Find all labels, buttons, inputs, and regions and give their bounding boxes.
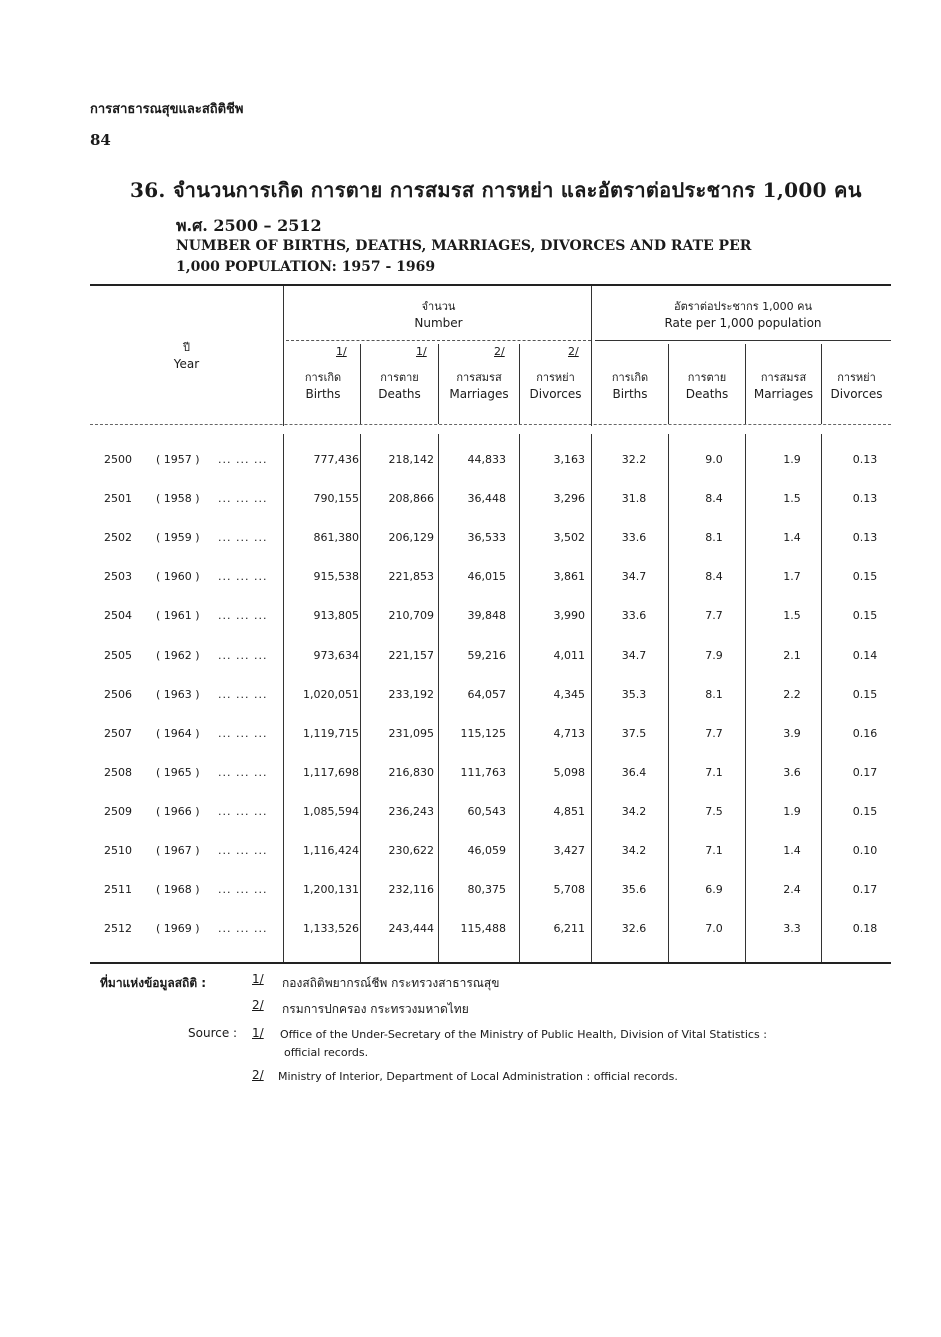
births-cell: 915,538: [313, 570, 359, 584]
year-be-cell: 2500: [104, 453, 132, 466]
rate-marriages-cell: 2.1: [783, 648, 801, 662]
births-cell: 1,117,698: [303, 765, 359, 779]
divorces-cell: 4,345: [553, 687, 585, 701]
leader-dots: ... ... ...: [218, 844, 268, 857]
leader-dots: ... ... ...: [218, 492, 268, 506]
year-header-english: Year: [173, 357, 200, 371]
leader-dots: ... ... ...: [218, 883, 268, 897]
leader-dots: ... ... ...: [218, 648, 268, 662]
rate-group-rule: [595, 340, 891, 341]
marriages-cell: 60,543: [467, 804, 506, 818]
rate-divorces-cell: 0.13: [852, 531, 878, 545]
rate-births-cell: 31.8: [621, 492, 647, 506]
leader-dots: ... ... ...: [218, 922, 268, 936]
table-row: [90, 764, 891, 784]
rate-births-cell: 33.6: [621, 531, 647, 545]
year-be-cell: 2503: [104, 570, 132, 584]
rate-divorces-cell: 0.15: [852, 609, 878, 623]
rate-births-cell: 32.6: [621, 922, 647, 936]
leader-dots: ... ... ...: [218, 609, 268, 623]
rate-marriages-cell: 1.4: [783, 844, 801, 857]
year-ce-cell: ( 1959 ): [156, 531, 200, 545]
rate-deaths-cell: 7.1: [705, 765, 723, 779]
table-row: [90, 529, 891, 549]
deaths-cell: 206,129: [388, 531, 434, 545]
year-ce-cell: ( 1967 ): [156, 844, 200, 857]
rate-marriages-cell: 1.9: [783, 453, 801, 466]
col-marriages-english: Marriages: [449, 387, 509, 401]
rate-births-cell: 34.2: [621, 804, 647, 818]
table-title-english: [176, 236, 856, 278]
rate-divorces-cell: 0.18: [852, 922, 878, 936]
rate-marriages-cell: 1.4: [783, 531, 801, 545]
col-divorces-english: Divorces: [529, 387, 582, 401]
rate-marriages-cell: 2.2: [783, 687, 801, 701]
marriages-cell: 115,125: [460, 726, 506, 740]
year-be-cell: 2510: [104, 844, 132, 857]
number-group-rule: [286, 340, 591, 342]
year-be-cell: 2509: [104, 804, 132, 818]
year-be-cell: 2504: [104, 609, 132, 623]
divorces-cell: 3,163: [553, 453, 585, 466]
table-row: [90, 803, 891, 823]
year-ce-cell: ( 1964 ): [156, 726, 200, 740]
deaths-cell: 236,243: [388, 804, 434, 818]
divorces-cell: 5,098: [553, 765, 585, 779]
number-group-header: [286, 299, 591, 331]
col-births-thai: การเกิด: [304, 371, 342, 384]
col-rate-births-thai: การเกิด: [611, 371, 649, 384]
divorces-cell: 3,861: [553, 570, 585, 584]
footnote-ref-marriages: 2/: [494, 345, 505, 358]
footnote-ref-divorces: 2/: [568, 345, 579, 358]
col-rate-marriages-english: Marriages: [753, 387, 814, 401]
rate-marriages-cell: 2.4: [783, 883, 801, 897]
deaths-cell: 230,622: [388, 844, 434, 857]
births-cell: 1,119,715: [303, 726, 359, 740]
col-rate-births-english: Births: [612, 387, 648, 401]
year-be-cell: 2512: [104, 922, 132, 936]
rate-group-header: [595, 299, 891, 331]
divorces-cell: 3,427: [553, 844, 585, 857]
marriages-cell: 46,015: [467, 570, 506, 584]
rate-divorces-cell: 0.14: [852, 648, 878, 662]
col-deaths-english: Deaths: [378, 387, 421, 401]
source-english-2: Ministry of Interior, Department of Local Administration : official records.: [278, 1070, 678, 1083]
table-row: [90, 647, 891, 667]
year-ce-cell: ( 1960 ): [156, 570, 200, 584]
rate-deaths-cell: 8.4: [705, 570, 723, 584]
divorces-cell: 4,713: [553, 726, 585, 740]
births-cell: 913,805: [313, 609, 359, 623]
rate-divorces-cell: 0.16: [852, 726, 878, 740]
source-english-fn1: 1/: [252, 1026, 264, 1040]
leader-dots: ... ... ...: [218, 570, 268, 584]
rate-marriages-cell: 1.7: [783, 570, 801, 584]
rate-header-english: Rate per 1,000 population: [664, 316, 822, 330]
year-ce-cell: ( 1958 ): [156, 492, 200, 506]
table-bottom-rule: [90, 962, 891, 964]
rate-births-cell: 35.6: [621, 883, 647, 897]
births-cell: 1,200,131: [303, 883, 359, 897]
rate-divorces-cell: 0.15: [852, 570, 878, 584]
year-be-cell: 2507: [104, 726, 132, 740]
page-number: 84: [90, 131, 111, 149]
year-be-cell: 2511: [104, 883, 132, 897]
rate-marriages-cell: 3.6: [783, 765, 801, 779]
year-ce-cell: ( 1965 ): [156, 765, 200, 779]
number-header-english: Number: [414, 316, 463, 330]
marriages-cell: 36,533: [467, 531, 506, 545]
table-row: [90, 881, 891, 901]
rate-births-cell: 34.7: [621, 570, 647, 584]
rate-deaths-cell: 7.5: [705, 804, 723, 818]
table-row: [90, 607, 891, 627]
rate-deaths-cell: 8.4: [705, 492, 723, 506]
table-row: [90, 686, 891, 706]
deaths-cell: 233,192: [388, 687, 434, 701]
number-rate-divider: [591, 286, 592, 426]
rate-marriages-cell: 3.3: [783, 922, 801, 936]
leader-dots: ... ... ...: [218, 453, 268, 466]
source-english-fn2: 2/: [252, 1068, 264, 1082]
leader-dots: ... ... ...: [218, 531, 268, 545]
table-title-year-thai: พ.ศ. 2500 – 2512: [176, 216, 322, 235]
title-english-line-2: 1,000 POPULATION: 1957 - 1969: [176, 259, 436, 275]
year-be-cell: 2502: [104, 531, 132, 545]
deaths-cell: 208,866: [388, 492, 434, 506]
col-rate-deaths-english: Deaths: [685, 387, 729, 401]
footnote-ref-deaths: 1/: [416, 345, 427, 358]
rate-divorces-cell: 0.15: [852, 687, 878, 701]
divorces-cell: 4,011: [553, 648, 585, 662]
source-thai-fn1: 1/: [252, 972, 264, 986]
year-be-cell: 2508: [104, 765, 132, 779]
year-ce-cell: ( 1961 ): [156, 609, 200, 623]
rate-marriages-cell: 1.5: [783, 609, 801, 623]
births-cell: 973,634: [313, 648, 359, 662]
col-divorces-header: [520, 370, 591, 402]
marriages-cell: 64,057: [467, 687, 506, 701]
col-marriages-thai: การสมรส: [456, 371, 502, 384]
source-english-1-line-2: official records.: [284, 1046, 369, 1059]
source-thai-label: ที่มาแห่งข้อมูลสถิติ :: [100, 976, 207, 990]
col-divorces-thai: การหย่า: [536, 371, 575, 384]
births-cell: 790,155: [313, 492, 359, 506]
year-ce-cell: ( 1968 ): [156, 883, 200, 897]
col-deaths-header: [361, 370, 438, 402]
table-row: [90, 490, 891, 510]
year-ce-cell: ( 1963 ): [156, 687, 200, 701]
rate-header-thai: อัตราต่อประชากร 1,000 คน: [674, 300, 812, 313]
col-rate-deaths-thai: การตาย: [687, 371, 727, 384]
col-rate-divorces-english: Divorces: [830, 387, 883, 401]
year-be-cell: 2505: [104, 648, 132, 662]
births-cell: 1,133,526: [303, 922, 359, 936]
table-title-thai: 36. จำนวนการเกิด การตาย การสมรส การหย่า และอัตราต่อประชากร 1,000 คน: [130, 178, 862, 202]
rate-divorces-cell: 0.17: [852, 765, 878, 779]
rate-marriages-cell: 1.9: [783, 804, 801, 818]
births-cell: 777,436: [313, 453, 359, 466]
rate-births-cell: 34.2: [621, 844, 647, 857]
col-rate-deaths-header: [669, 370, 745, 402]
source-english-1-line-1: Office of the Under-Secretary of the Ministry of Public Health, Division of Vital Statistics :: [280, 1028, 767, 1041]
divorces-cell: 3,296: [553, 492, 585, 506]
rate-births-cell: 35.3: [621, 687, 647, 701]
table-row: [90, 451, 891, 471]
rate-deaths-cell: 7.9: [705, 648, 723, 662]
rate-deaths-cell: 7.7: [705, 726, 723, 740]
rate-deaths-cell: 7.1: [705, 844, 723, 857]
rate-births-cell: 34.7: [621, 648, 647, 662]
births-cell: 1,085,594: [303, 804, 359, 818]
births-cell: 1,116,424: [303, 844, 359, 857]
marriages-cell: 46,059: [467, 844, 506, 857]
births-cell: 1,020,051: [303, 687, 359, 701]
marriages-cell: 115,488: [460, 922, 506, 936]
source-english-label: Source :: [188, 1026, 238, 1040]
deaths-cell: 221,157: [388, 648, 434, 662]
deaths-cell: 231,095: [388, 726, 434, 740]
rate-divorces-cell: 0.13: [852, 453, 878, 466]
table-row: [90, 920, 891, 940]
rate-births-cell: 32.2: [621, 453, 647, 466]
col-rate-marriages-header: [746, 370, 821, 402]
col-deaths-thai: การตาย: [380, 371, 419, 384]
col-rate-divorces-thai: การหย่า: [837, 371, 876, 384]
deaths-cell: 218,142: [388, 453, 434, 466]
leader-dots: ... ... ...: [218, 687, 268, 701]
year-header: [90, 340, 283, 372]
marriages-cell: 39,848: [467, 609, 506, 623]
rate-divorces-cell: 0.17: [852, 883, 878, 897]
rate-divorces-cell: 0.10: [852, 844, 878, 857]
rate-deaths-cell: 7.0: [705, 922, 723, 936]
divorces-cell: 3,502: [553, 531, 585, 545]
marriages-cell: 80,375: [467, 883, 506, 897]
deaths-cell: 232,116: [388, 883, 434, 897]
col-births-english: Births: [305, 387, 341, 401]
divorces-cell: 6,211: [553, 922, 585, 936]
number-header-thai: จำนวน: [421, 300, 456, 313]
deaths-cell: 221,853: [388, 570, 434, 584]
year-divider: [283, 286, 284, 426]
deaths-cell: 243,444: [388, 922, 434, 936]
leader-dots: ... ... ...: [218, 765, 268, 779]
rate-deaths-cell: 8.1: [705, 687, 723, 701]
divorces-cell: 4,851: [553, 804, 585, 818]
year-be-cell: 2506: [104, 687, 132, 701]
header-bottom-rule: [90, 424, 891, 426]
table-top-rule: [90, 284, 891, 286]
marriages-cell: 59,216: [467, 648, 506, 662]
marriages-cell: 111,763: [460, 765, 506, 779]
rate-births-cell: 37.5: [621, 726, 647, 740]
table-row: [90, 842, 891, 862]
footnote-ref-births: 1/: [336, 345, 347, 358]
rate-deaths-cell: 8.1: [705, 531, 723, 545]
year-ce-cell: ( 1966 ): [156, 804, 200, 818]
rate-divorces-cell: 0.13: [852, 492, 878, 506]
rate-deaths-cell: 7.7: [705, 609, 723, 623]
leader-dots: ... ... ...: [218, 804, 268, 818]
col-marriages-header: [439, 370, 519, 402]
running-head: การสาธารณสุขและสถิติชีพ: [90, 102, 244, 117]
col-rate-births-header: [592, 370, 668, 402]
deaths-cell: 210,709: [388, 609, 434, 623]
rate-births-cell: 33.6: [621, 609, 647, 623]
year-header-thai: ปี: [183, 341, 190, 354]
title-english-line-1: NUMBER OF BIRTHS, DEATHS, MARRIAGES, DIVORCES AND RATE PER: [176, 238, 752, 254]
rate-births-cell: 36.4: [621, 765, 647, 779]
table-row: [90, 725, 891, 745]
source-thai-1: กองสถิติพยากรณ์ชีพ กระทรวงสาธารณสุข: [282, 976, 500, 990]
rate-marriages-cell: 3.9: [783, 726, 801, 740]
year-ce-cell: ( 1969 ): [156, 922, 200, 936]
divorces-cell: 3,990: [553, 609, 585, 623]
rate-deaths-cell: 9.0: [705, 453, 723, 466]
source-thai-2: กรมการปกครอง กระทรวงมหาดไทย: [282, 1002, 469, 1016]
col-births-header: [286, 370, 360, 402]
deaths-cell: 216,830: [388, 765, 434, 779]
col-rate-divorces-header: [822, 370, 891, 402]
year-be-cell: 2501: [104, 492, 132, 506]
year-ce-cell: ( 1962 ): [156, 648, 200, 662]
source-thai-fn2: 2/: [252, 998, 264, 1012]
marriages-cell: 36,448: [467, 492, 506, 506]
col-rate-marriages-thai: การสมรส: [760, 371, 807, 384]
rate-divorces-cell: 0.15: [852, 804, 878, 818]
rate-deaths-cell: 6.9: [705, 883, 723, 897]
births-cell: 861,380: [313, 531, 359, 545]
marriages-cell: 44,833: [467, 453, 506, 466]
year-ce-cell: ( 1957 ): [156, 453, 200, 466]
table-row: [90, 568, 891, 588]
divorces-cell: 5,708: [553, 883, 585, 897]
leader-dots: ... ... ...: [218, 726, 268, 740]
rate-marriages-cell: 1.5: [783, 492, 801, 506]
